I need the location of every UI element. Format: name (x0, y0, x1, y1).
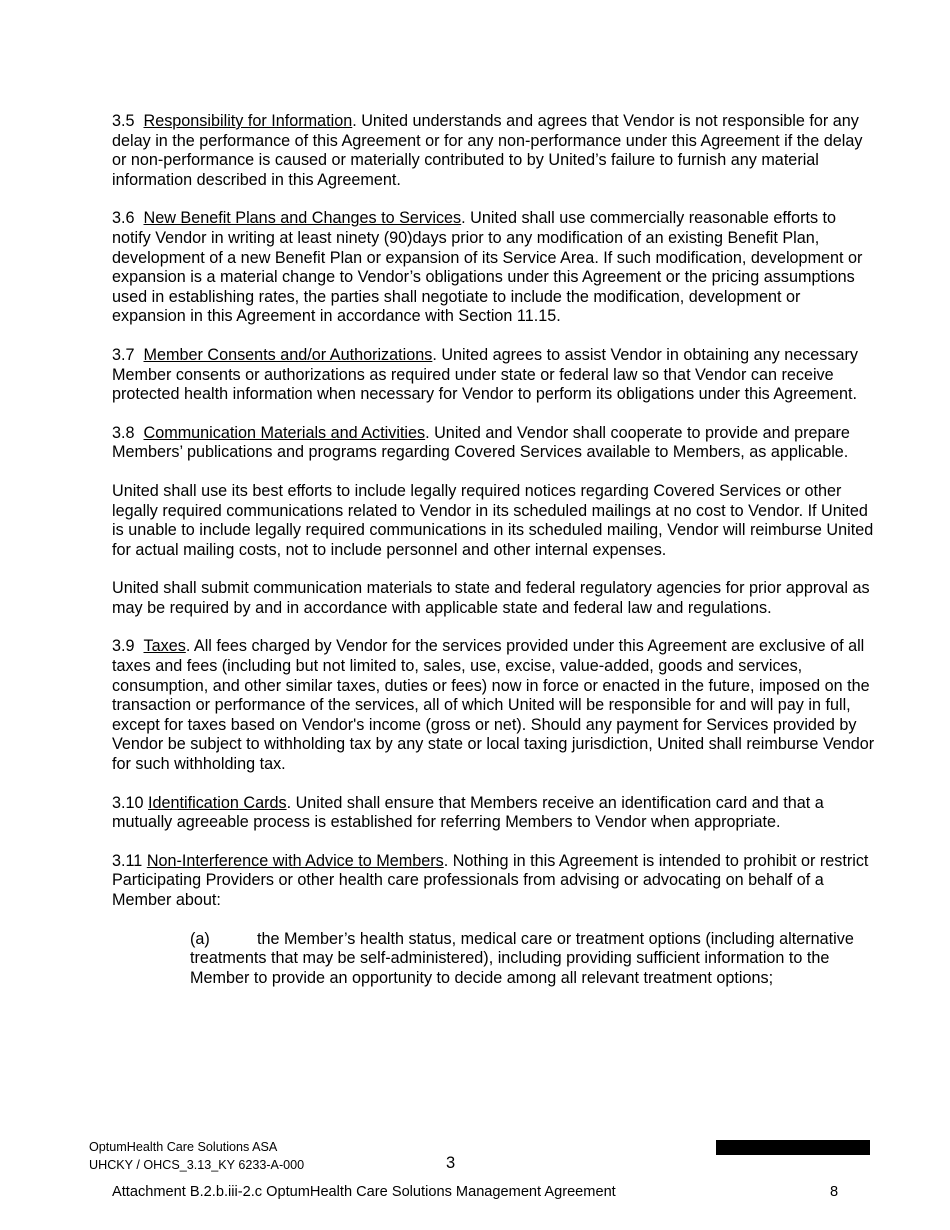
paragraph-notices: United shall use its best efforts to include legally required notices regarding Covered Services or other legally required communications related to Vendor in its scheduled mailings at no cost to Vendor. If United is unable to include legally required communications in its scheduled mailing, Vendor will reimburse United for actual mailing costs, not to include personnel and other internal expenses. (112, 481, 874, 559)
section-3-9 (112, 637, 876, 774)
section-text: . United understands and agrees that Vendor is not responsible for any delay in the performance of this Agreement or for any non-performance under this Agreement if the delay or non-performance is caused or materially contributed to by United’s failure to furnish any material information described in this Agreement. (112, 112, 863, 189)
section-number: 3.5 (112, 112, 135, 130)
footer-left (89, 1138, 304, 1174)
section-title: Member Consents and/or Authorizations (143, 345, 433, 364)
footer-company: OptumHealth Care Solutions ASA (89, 1140, 278, 1154)
section-text: . United and Vendor shall cooperate to provide and prepare Members’ publications and programs regarding Covered Services available to Members, as applicable. (112, 423, 850, 462)
attachment-title: Attachment B.2.b.iii-2.c OptumHealth Care Solutions Management Agreement (112, 1184, 616, 1200)
document-body (112, 112, 876, 988)
section-title: Responsibility for Information (143, 112, 353, 130)
section-3-5 (112, 112, 876, 190)
section-number: 3.11 (112, 851, 143, 870)
section-title: Non-Interference with Advice to Members (146, 851, 444, 870)
footer-page-number: 3 (446, 1154, 456, 1172)
footer-doc-code: UHCKY / OHCS_3.13_KY 6233-A-000 (89, 1158, 305, 1172)
section-text: . United shall ensure that Members receive an identification card and that a mutually agreeable process is established for referring Members to Vendor when appropriate. (112, 793, 824, 832)
section-text: . United agrees to assist Vendor in obtaining any necessary Member consents or authorizations as required under state or federal law so that Vendor can receive protected health information when necessary for Vendor to perform its obligations under this Agreement. (112, 345, 858, 404)
section-3-6 (112, 209, 876, 327)
section-3-8 (112, 424, 876, 463)
section-text: . United shall use commercially reasonable efforts to notify Vendor in writing at least ninety (90)days prior to any modification of an existing Benefit Plan, development of a new Benefit Plan or expansion of its Service Area. If such modification, development or expansion is a material change to Vendor’s obligations under this Agreement or the pricing assumptions used in establishing rates, the parties shall negotiate to include the modification, development or expansion in this Agreement in accordance with Section 11.15. (112, 209, 863, 326)
section-number: 3.8 (112, 423, 135, 442)
paragraph-regulatory: United shall submit communication materials to state and federal regulatory agencies for prior approval as may be required by and in accordance with applicable state and federal law and regulations. (112, 579, 870, 617)
section-3-7 (112, 346, 876, 405)
section-3-11 (112, 852, 876, 911)
section-title: New Benefit Plans and Changes to Services (143, 209, 462, 228)
section-3-10 (112, 794, 876, 833)
section-number: 3.6 (112, 209, 135, 228)
section-title: Identification Cards (148, 793, 287, 812)
section-text: . Nothing in this Agreement is intended to prohibit or restrict Participating Providers or other health care professionals from advising or advocating on behalf of a Member about: (112, 851, 869, 909)
sub-item-a (190, 930, 876, 989)
section-number: 3.7 (112, 345, 135, 364)
section-number: 3.9 (112, 637, 135, 656)
sub-item-label: (a) (190, 929, 210, 948)
attachment-page-number: 8 (830, 1184, 839, 1200)
section-title: Communication Materials and Activities (143, 423, 426, 442)
section-text: . All fees charged by Vendor for the services provided under this Agreement are exclusive of all taxes and fees (including but not limited to, sales, use, excise, value-added, goods and services, consumption, and other similar taxes, duties or fees) now in force or enacted in the future, imposed on the transaction or performance of the services, all of which United will be responsible for and will pay in full, except for taxes based on Vendor's income (gross or net). Should any payment for Services provided by Vendor be subject to withholding tax by any state or local taxing jurisdiction, United shall reimburse Vendor for such withholding tax. (112, 637, 875, 774)
section-number: 3.10 (112, 793, 144, 812)
section-title: Taxes (143, 637, 186, 656)
sub-item-text: the Member’s health status, medical care or treatment options (including alternative treatments that may be self-administered), including providing sufficient information to the Member to provide an opportunity to decide among all relevant treatment options; (190, 929, 854, 987)
redaction-bar (716, 1140, 870, 1155)
